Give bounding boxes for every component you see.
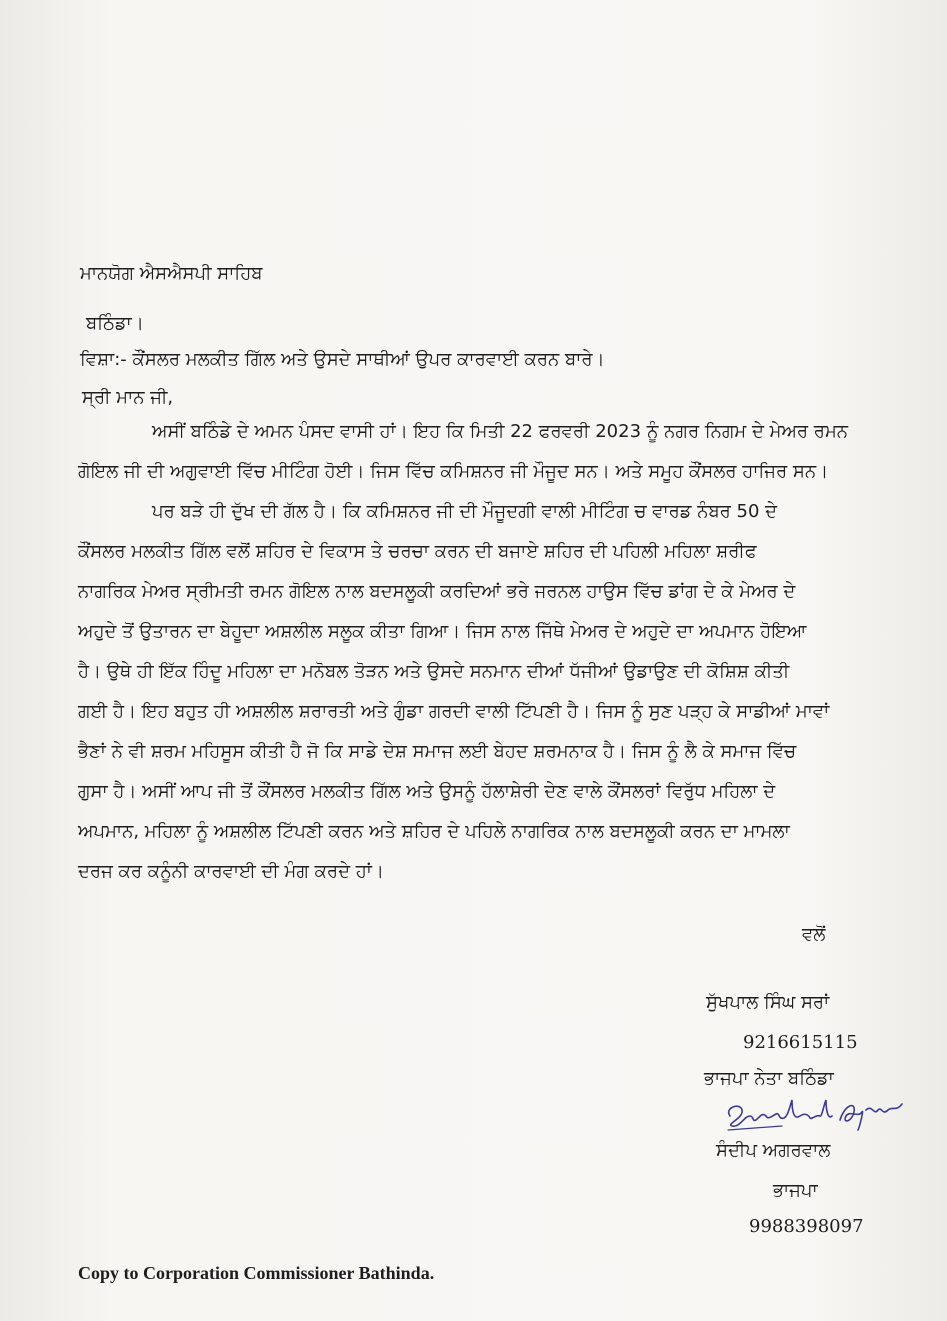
subject-line: ਵਿਸ਼ਾ:- ਕੌਂਸਲਰ ਮਲਕੀਤ ਗਿੱਲ ਅਤੇ ਉਸਦੇ ਸਾਥੀਆਂ ਉਪਰ ਕਾਰਵਾਈ ਕਰਨ ਬਾਰੇ। bbox=[80, 349, 605, 370]
signatory-phone-2: 9988398097 bbox=[749, 1216, 864, 1237]
signatory-party: ਭਾਜਪਾ bbox=[773, 1180, 818, 1201]
body-line: ਅਹੁਦੇ ਤੋਂ ਉਤਾਰਨ ਦਾ ਬੇਹੂਦਾ ਅਸ਼ਲੀਲ ਸਲੂਕ ਕੀਤਾ ਗਿਆ। ਜਿਸ ਨਾਲ ਜਿੱਥੇ ਮੇਅਰ ਦੇ ਅਹੁਦੇ ਦਾ ਅਪਮਾਨ ਹੋਇਆ bbox=[78, 621, 807, 642]
greeting: ਸ੍ਰੀ ਮਾਨ ਜੀ, bbox=[82, 387, 174, 408]
copy-to-line: Copy to Corporation Commissioner Bathinda. bbox=[78, 1263, 435, 1283]
body-line: ਗਈ ਹੈ। ਇਹ ਬਹੁਤ ਹੀ ਅਸ਼ਲੀਲ ਸ਼ਰਾਰਤੀ ਅਤੇ ਗੁੰਡਾ ਗਰਦੀ ਵਾਲੀ ਟਿੱਪਣੀ ਹੈ। ਜਿਸ ਨੂੰ ਸੁਣ ਪੜ੍ਹ ਕੇ ਸਾਡੀਆਂ ਮਾਵਾਂ bbox=[78, 701, 830, 722]
body-line: ਹੈ। ਉਥੇ ਹੀ ਇੱਕ ਹਿੰਦੂ ਮਹਿਲਾ ਦਾ ਮਨੋਬਲ ਤੋੜਨ ਅਤੇ ਉਸਦੇ ਸਨਮਾਨ ਦੀਆਂ ਧੱਜੀਆਂ ਉਡਾਉਣ ਦੀ ਕੋਸ਼ਿਸ਼ ਕੀਤੀ bbox=[78, 661, 790, 682]
recipient-city: ਬਠਿੰਡਾ। bbox=[86, 313, 144, 334]
signatory-name-2: ਸੰਦੀਪ ਅਗਰਵਾਲ bbox=[716, 1140, 831, 1161]
body-line: ਪਰ ਬੜੇ ਹੀ ਦੁੱਖ ਦੀ ਗੱਲ ਹੈ। ਕਿ ਕਮਿਸ਼ਨਰ ਜੀ ਦੀ ਮੌਜੂਦਗੀ ਵਾਲੀ ਮੀਟਿੰਗ ਚ ਵਾਰਡ ਨੰਬਰ 50 ਦੇ bbox=[152, 501, 778, 522]
signatory-role-1: ਭਾਜਪਾ ਨੇਤਾ ਬਠਿੰਡਾ bbox=[704, 1068, 834, 1089]
body-line: ਗੋਇਲ ਜੀ ਦੀ ਅਗੁਵਾਈ ਵਿੱਚ ਮੀਟਿੰਗ ਹੋਈ। ਜਿਸ ਵਿੱਚ ਕਮਿਸ਼ਨਰ ਜੀ ਮੌਜੂਦ ਸਨ। ਅਤੇ ਸਮੂਹ ਕੌਂਸਲਰ ਹਾਜਿਰ ਸਨ। bbox=[78, 461, 829, 482]
body-line: ਦਰਜ ਕਰ ਕਨੂੰਨੀ ਕਾਰਵਾਈ ਦੀ ਮੰਗ ਕਰਦੇ ਹਾਂ। bbox=[78, 861, 385, 882]
body-line: ਅਪਮਾਨ, ਮਹਿਲਾ ਨੂੰ ਅਸ਼ਲੀਲ ਟਿੱਪਣੀ ਕਰਨ ਅਤੇ ਸ਼ਹਿਰ ਦੇ ਪਹਿਲੇ ਨਾਗਰਿਕ ਨਾਲ ਬਦਸਲੂਕੀ ਕਰਨ ਦਾ ਮਾਮਲਾ bbox=[78, 821, 790, 842]
salutation: ਮਾਨਯੋਗ ਐਸਐਸਪੀ ਸਾਹਿਬ bbox=[80, 263, 263, 284]
body-line: ਕੌਂਸਲਰ ਮਲਕੀਤ ਗਿੱਲ ਵਲੋਂ ਸ਼ਹਿਰ ਦੇ ਵਿਕਾਸ ਤੇ ਚਰਚਾ ਕਰਨ ਦੀ ਬਜਾਏ ਸ਼ਹਿਰ ਦੀ ਪਹਿਲੀ ਮਹਿਲਾ ਸ਼ਰੀਫ bbox=[78, 541, 757, 562]
signatory-phone-1: 9216615115 bbox=[743, 1032, 858, 1053]
sign-off-label: ਵਲੋਂ bbox=[802, 924, 826, 945]
handwritten-signature bbox=[722, 1086, 912, 1134]
signatory-name-1: ਸੁੱਖਪਾਲ ਸਿੰਘ ਸਰਾਂ bbox=[706, 992, 830, 1013]
body-line: ਨਾਗਰਿਕ ਮੇਅਰ ਸ੍ਰੀਮਤੀ ਰਮਨ ਗੋਇਲ ਨਾਲ ਬਦਸਲੂਕੀ ਕਰਦਿਆਂ ਭਰੇ ਜਰਨਲ ਹਾਉਸ ਵਿੱਚ ਡਾਂਗ ਦੇ ਕੇ ਮੇਅਰ ਦੇ bbox=[78, 581, 796, 602]
body-line: ਅਸੀਂ ਬਠਿੰਡੇ ਦੇ ਅਮਨ ਪੰਸਦ ਵਾਸੀ ਹਾਂ। ਇਹ ਕਿ ਮਿਤੀ 22 ਫਰਵਰੀ 2023 ਨੂੰ ਨਗਰ ਨਿਗਮ ਦੇ ਮੇਅਰ ਰਮਨ bbox=[152, 421, 849, 442]
body-line: ਭੈਣਾਂ ਨੇ ਵੀ ਸ਼ਰਮ ਮਹਿਸੂਸ ਕੀਤੀ ਹੈ ਜੋ ਕਿ ਸਾਡੇ ਦੇਸ਼ ਸਮਾਜ ਲਈ ਬੇਹਦ ਸ਼ਰਮਨਾਕ ਹੈ। ਜਿਸ ਨੂੰ ਲੈ ਕੇ ਸਮਾਜ ਵਿੱਚ bbox=[78, 741, 797, 762]
body-line: ਗੁਸਾ ਹੈ। ਅਸੀਂ ਆਪ ਜੀ ਤੋਂ ਕੌਂਸਲਰ ਮਲਕੀਤ ਗਿੱਲ ਅਤੇ ਉਸਨੂੰ ਹੱਲਾਸ਼ੇਰੀ ਦੇਣ ਵਾਲੇ ਕੌਂਸਲਰਾਂ ਵਿਰੁੱਧ ਮਹਿਲਾ ਦੇ bbox=[78, 781, 776, 802]
